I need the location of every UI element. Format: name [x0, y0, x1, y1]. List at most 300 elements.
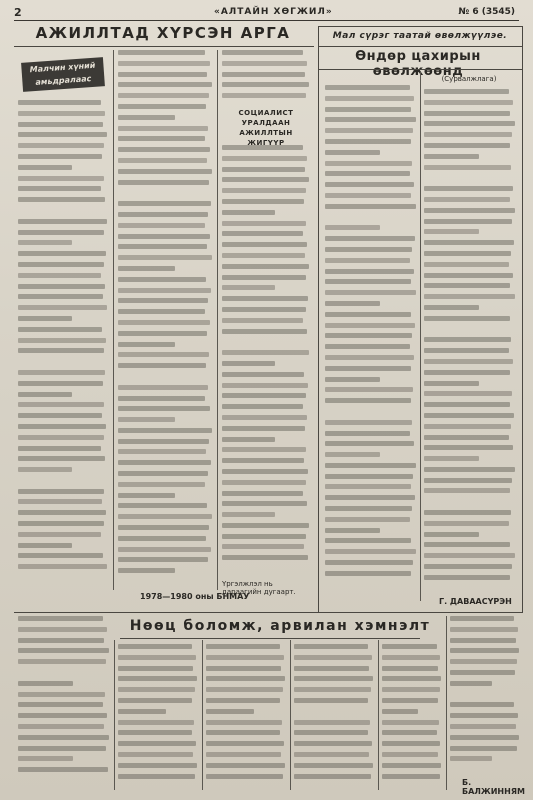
text-line: [222, 188, 306, 193]
article2-rule-bottom: [319, 69, 522, 70]
text-line: [424, 100, 513, 105]
text-line: [222, 275, 306, 280]
text-line: [118, 406, 210, 411]
text-line: [450, 681, 492, 686]
text-line: [18, 100, 101, 105]
text-line: [18, 294, 103, 299]
section-divider: [14, 612, 519, 613]
text-line: [118, 277, 206, 282]
text-line: [18, 756, 73, 761]
text-line: [424, 542, 510, 547]
text-line: [325, 171, 410, 176]
text-line: [325, 366, 411, 371]
text-line: [450, 627, 518, 632]
text-line: [325, 538, 411, 543]
article2-tagline: Мал сүрэг таатай өвөлжүүлэе.: [332, 31, 508, 41]
text-line: [118, 525, 209, 530]
text-line: [424, 359, 513, 364]
text-line: [118, 763, 197, 768]
text-line: [424, 154, 479, 159]
text-line: [222, 61, 307, 66]
text-line: [222, 50, 303, 55]
text-line: [118, 666, 193, 671]
text-line: [382, 698, 438, 703]
text-line: [118, 774, 195, 779]
text-line: [118, 320, 210, 325]
text-line: [18, 305, 107, 310]
text-line: [18, 327, 102, 332]
text-line: [18, 402, 104, 407]
text-line: [222, 458, 304, 463]
text-line: [325, 431, 410, 436]
text-line: [18, 424, 106, 429]
text-line: [18, 735, 109, 740]
text-line: [294, 676, 373, 681]
text-line: [18, 381, 103, 386]
text-line: [18, 165, 72, 170]
text-line: [118, 709, 166, 714]
text-line: [424, 175, 509, 180]
text-line: [325, 161, 412, 166]
text-line: [382, 763, 441, 768]
text-line: [382, 655, 440, 660]
text-line: [424, 273, 513, 278]
text-line: [294, 644, 368, 649]
text-line: [450, 702, 514, 707]
text-line: [118, 234, 210, 239]
text-line: [18, 338, 106, 343]
text-line: [222, 329, 307, 334]
text-line: [424, 521, 509, 526]
text-line: [118, 309, 205, 314]
text-line: [325, 387, 413, 392]
article2-byline: Г. ДАВААСҮРЭН: [439, 597, 512, 606]
text-line: [325, 474, 413, 479]
text-line: [222, 404, 303, 409]
text-line: [450, 638, 516, 643]
text-line: [325, 463, 416, 468]
text-line: [18, 219, 107, 224]
text-line: [118, 417, 175, 422]
text-line: [294, 774, 371, 779]
text-line: [424, 532, 479, 537]
text-line: [222, 534, 306, 539]
text-line: [424, 575, 510, 580]
text-line: [18, 392, 72, 397]
text-line: [294, 763, 373, 768]
article3-column-2: [118, 644, 198, 784]
text-line: [18, 435, 104, 440]
text-line: [424, 89, 509, 94]
text-line: [424, 510, 511, 515]
text-line: [18, 767, 108, 772]
text-line: [424, 251, 511, 256]
text-line: [18, 348, 104, 353]
text-line: [325, 225, 380, 230]
text-line: [325, 204, 416, 209]
column-divider: [378, 640, 379, 790]
text-line: [18, 176, 104, 181]
text-line: [424, 467, 515, 472]
text-line: [424, 337, 511, 342]
text-line: [222, 544, 304, 549]
text-line: [18, 648, 109, 653]
text-line: [222, 361, 275, 366]
text-line: [424, 294, 515, 299]
article3-column-3: [206, 644, 286, 784]
text-line: [18, 713, 107, 718]
text-line: [118, 158, 207, 163]
text-line: [424, 370, 510, 375]
column-divider: [202, 640, 203, 790]
text-line: [222, 199, 304, 204]
text-line: [206, 752, 281, 757]
text-line: [325, 344, 410, 349]
text-line: [424, 305, 479, 310]
text-line: [294, 752, 369, 757]
text-line: [294, 666, 369, 671]
text-line: [222, 82, 309, 87]
text-line: [18, 627, 107, 632]
article1-column-3b: [222, 145, 310, 566]
text-line: [118, 687, 195, 692]
article1-column-1: [18, 100, 108, 575]
column-divider: [420, 71, 421, 601]
text-line: [18, 489, 104, 494]
text-line: [118, 50, 205, 55]
text-line: [294, 698, 368, 703]
column-divider: [114, 640, 115, 790]
text-line: [325, 258, 410, 263]
text-line: [382, 666, 438, 671]
text-line: [382, 709, 418, 714]
text-line: [206, 709, 254, 714]
text-line: [18, 532, 101, 537]
text-line: [118, 126, 208, 131]
text-line: [450, 713, 518, 718]
text-line: [118, 93, 209, 98]
text-line: [206, 720, 282, 725]
text-line: [18, 197, 105, 202]
text-line: [18, 692, 105, 697]
text-line: [294, 655, 372, 660]
text-line: [18, 478, 107, 483]
text-line: [118, 741, 196, 746]
text-line: [18, 446, 101, 451]
text-line: [118, 352, 209, 357]
article1-headline: АЖИЛЛТАД ХҮРСЭН АРГА: [35, 24, 291, 42]
text-line: [118, 255, 212, 260]
text-line: [118, 460, 211, 465]
article1-footer-right: Үргэлжлэл нь дараагийн дугаарт.: [222, 580, 296, 596]
text-line: [424, 186, 513, 191]
text-line: [222, 491, 303, 496]
text-line: [222, 307, 306, 312]
text-line: [382, 720, 439, 725]
text-line: [424, 488, 510, 493]
column-divider: [446, 616, 447, 790]
text-line: [18, 638, 104, 643]
text-line: [18, 122, 103, 127]
text-line: [118, 385, 208, 390]
text-line: [222, 156, 307, 161]
text-line: [222, 296, 308, 301]
text-line: [118, 342, 175, 347]
text-line: [325, 150, 380, 155]
text-line: [424, 445, 513, 450]
article3-column-6: [450, 616, 520, 767]
text-line: [424, 456, 479, 461]
text-line: [382, 687, 440, 692]
text-line: [222, 177, 309, 182]
text-line: [222, 72, 305, 77]
text-line: [206, 698, 280, 703]
text-line: [424, 499, 514, 504]
text-line: [294, 730, 368, 735]
text-line: [325, 96, 414, 101]
article2-headline: Өндөр цахирын өвөлжөөнд: [355, 49, 481, 79]
text-line: [382, 752, 438, 757]
text-line: [325, 517, 410, 522]
article3-headline: Нөөц боломж, арвилан хэмнэлт: [129, 618, 431, 634]
text-line: [18, 273, 101, 278]
text-line: [118, 428, 212, 433]
text-line: [118, 212, 208, 217]
text-line: [18, 132, 107, 137]
text-line: [222, 393, 306, 398]
text-line: [18, 616, 103, 621]
column-divider: [113, 50, 114, 590]
text-line: [325, 139, 411, 144]
text-line: [325, 409, 415, 414]
text-line: [450, 746, 517, 751]
text-line: [325, 301, 380, 306]
text-line: [382, 730, 437, 735]
text-line: [325, 495, 415, 500]
text-line: [325, 355, 414, 360]
text-line: [450, 756, 492, 761]
text-line: [325, 269, 414, 274]
text-line: [424, 208, 515, 213]
text-line: [118, 568, 175, 573]
article2-column-1: [325, 85, 417, 582]
text-line: [294, 741, 372, 746]
text-line: [222, 210, 275, 215]
text-line: [450, 670, 515, 675]
text-line: [424, 316, 510, 321]
text-line: [325, 452, 380, 457]
text-line: [424, 132, 512, 137]
text-line: [18, 230, 104, 235]
text-line: [18, 413, 102, 418]
text-line: [222, 242, 307, 247]
text-line: [450, 616, 514, 621]
text-line: [118, 104, 206, 109]
text-line: [118, 730, 192, 735]
text-line: [424, 143, 510, 148]
text-line: [325, 128, 413, 133]
text-line: [206, 644, 280, 649]
text-line: [222, 231, 303, 236]
text-line: [118, 363, 206, 368]
text-line: [18, 240, 72, 245]
text-line: [325, 323, 415, 328]
text-line: [118, 557, 208, 562]
text-line: [118, 482, 205, 487]
article2-box: [318, 26, 523, 613]
text-line: [424, 381, 479, 386]
text-line: [118, 698, 192, 703]
text-line: [18, 681, 73, 686]
article3-column-5: [382, 644, 442, 784]
text-line: [222, 480, 306, 485]
text-line: [118, 396, 205, 401]
text-line: [424, 348, 509, 353]
column-divider: [217, 50, 218, 590]
article1-column-2: [118, 50, 213, 579]
text-line: [222, 437, 275, 442]
text-line: [222, 318, 303, 323]
text-line: [118, 536, 206, 541]
text-line: [18, 370, 105, 375]
text-line: [325, 506, 412, 511]
text-line: [118, 449, 206, 454]
issue-number: № 6 (3545): [458, 7, 515, 17]
text-line: [18, 186, 101, 191]
text-line: [325, 560, 413, 565]
text-line: [222, 93, 306, 98]
text-line: [222, 426, 305, 431]
text-line: [118, 676, 197, 681]
text-line: [424, 402, 510, 407]
text-line: [325, 215, 413, 220]
text-line: [18, 456, 105, 461]
text-line: [424, 165, 511, 170]
text-line: [118, 190, 175, 195]
text-line: [222, 167, 305, 172]
text-line: [325, 312, 411, 317]
article2-subhead: (Сурвалжлага): [441, 75, 497, 83]
text-line: [118, 752, 193, 757]
text-line: [325, 107, 411, 112]
text-line: [118, 169, 212, 174]
text-line: [18, 143, 104, 148]
text-line: [424, 283, 510, 288]
text-line: [206, 741, 284, 746]
text-line: [18, 670, 104, 675]
text-line: [325, 85, 410, 90]
text-line: [18, 208, 103, 213]
text-line: [18, 262, 104, 267]
text-line: [325, 290, 416, 295]
text-line: [325, 398, 411, 403]
text-line: [382, 774, 440, 779]
text-line: [118, 266, 175, 271]
article3-byline: Б. БАЛЖИННЯМ: [462, 778, 525, 796]
text-line: [118, 244, 207, 249]
text-line: [450, 692, 517, 697]
text-line: [18, 724, 104, 729]
text-line: [18, 284, 105, 289]
text-line: [424, 553, 515, 558]
text-line: [382, 741, 440, 746]
text-line: [118, 655, 196, 660]
masthead: [14, 6, 519, 21]
text-line: [325, 236, 415, 241]
text-line: [450, 735, 519, 740]
article1-side-title: Малчин хүний амьдралаас: [21, 57, 105, 92]
text-line: [424, 424, 511, 429]
text-line: [118, 147, 210, 152]
page-number: 2: [14, 6, 22, 19]
text-line: [222, 253, 305, 258]
text-line: [18, 659, 106, 664]
text-line: [118, 82, 212, 87]
text-line: [18, 543, 72, 548]
article3-column-1: [18, 616, 110, 778]
text-line: [325, 193, 411, 198]
text-line: [118, 720, 194, 725]
text-line: [222, 350, 309, 355]
text-line: [118, 514, 212, 519]
text-line: [18, 251, 106, 256]
text-line: [424, 413, 514, 418]
text-line: [325, 247, 412, 252]
text-line: [18, 467, 72, 472]
text-line: [206, 666, 281, 671]
text-line: [294, 709, 342, 714]
text-line: [18, 553, 103, 558]
text-line: [118, 439, 209, 444]
text-line: [118, 201, 211, 206]
text-line: [118, 298, 208, 303]
text-line: [222, 512, 275, 517]
text-line: [118, 223, 205, 228]
paper-name: «АЛТАЙН ХӨГЖИЛ»: [214, 7, 333, 17]
text-line: [222, 372, 304, 377]
text-line: [18, 499, 102, 504]
text-line: [325, 377, 380, 382]
text-line: [118, 136, 205, 141]
text-line: [206, 687, 283, 692]
article2-column-2: [424, 89, 516, 586]
text-line: [450, 648, 519, 653]
text-line: [118, 61, 210, 66]
text-line: [222, 221, 306, 226]
text-line: [18, 510, 106, 515]
text-line: [424, 435, 509, 440]
text-line: [118, 72, 207, 77]
text-line: [325, 182, 414, 187]
text-line: [206, 763, 285, 768]
article3-headline-rule: [120, 638, 420, 639]
article3-column-4: [294, 644, 374, 784]
text-line: [294, 687, 371, 692]
text-line: [118, 547, 211, 552]
text-line: [325, 333, 412, 338]
text-line: [222, 383, 308, 388]
text-line: [222, 447, 306, 452]
text-line: [424, 197, 510, 202]
text-line: [118, 644, 192, 649]
text-line: [325, 549, 416, 554]
text-line: [118, 471, 208, 476]
text-line: [118, 493, 175, 498]
text-line: [118, 503, 207, 508]
text-line: [18, 316, 72, 321]
text-line: [424, 229, 479, 234]
text-line: [325, 484, 411, 489]
